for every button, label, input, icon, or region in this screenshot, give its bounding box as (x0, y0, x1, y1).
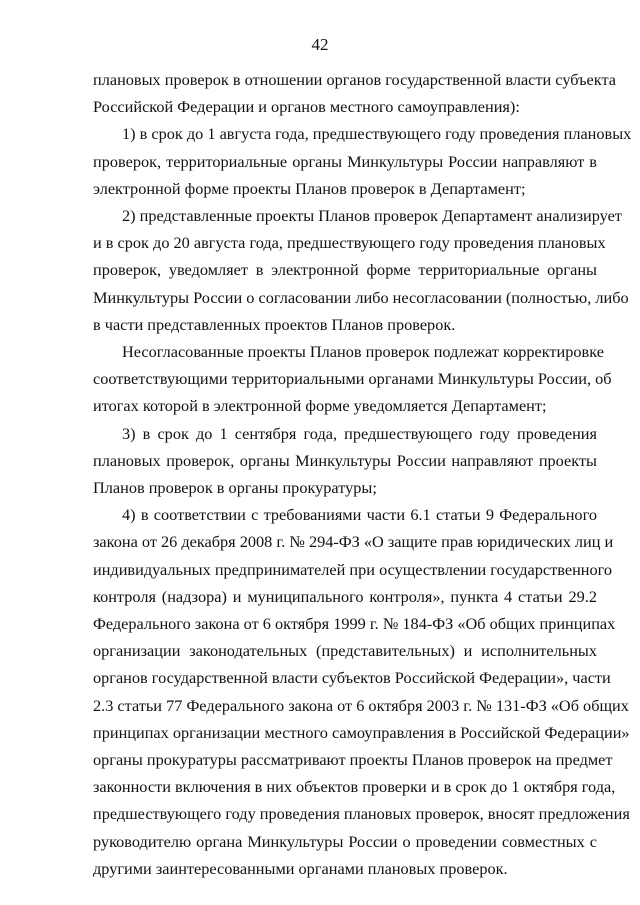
text-line: Российской Федерации и органов местного самоуправления): (93, 97, 520, 117)
text-line: предшествующего году проведения плановых проверок, вносят предложения (93, 804, 630, 824)
text-line: Федерального закона от 6 октября 1999 г. № 184-ФЗ «Об общих принципах (93, 614, 616, 634)
text-line: плановых проверок в отношении органов государственной власти субъекта (93, 70, 617, 89)
paragraph (93, 501, 630, 882)
paragraph (93, 120, 632, 202)
text-line: органов государственной власти субъектов Российской Федерации», части (93, 668, 611, 688)
text-line: 3) в срок до 1 сентября года, предшествующего году проведения (122, 423, 597, 443)
text-line: руководителю органа Минкультуры России о проведении совместных с (93, 831, 597, 851)
text-line: другими заинтересованными органами плановых проверок. (93, 858, 508, 878)
text-line: принципах организации местного самоуправления в Российской Федерации» (93, 722, 630, 742)
paragraph (93, 202, 629, 338)
text-line: 1) в срок до 1 августа года, предшествующего году проведения плановых (122, 124, 632, 144)
text-line: плановых проверок, органы Минкультуры России направляют проекты (93, 450, 597, 470)
text-line: 4) в соответствии с требованиями части 6.1 статьи 9 Федерального (122, 505, 597, 525)
text-line: индивидуальных предпринимателей при осуществлении государственного (93, 559, 613, 579)
text-line: Несогласованные проекты Планов проверок подлежат корректировке (122, 342, 604, 362)
text-line: и в срок до 20 августа года, предшествующего году проведения плановых (93, 233, 606, 253)
text-line: проверок, уведомляет в электронной форме территориальные органы (93, 260, 597, 280)
text-line: организации законодательных (представительных) и исполнительных (93, 641, 597, 661)
paragraph (93, 338, 612, 420)
document-body (93, 66, 632, 882)
text-line: Минкультуры России о согласовании либо несогласовании (полностью, либо (93, 287, 629, 307)
text-line: 2) представленные проекты Планов проверок Департамент анализирует (122, 206, 622, 226)
text-line: электронной форме проекты Планов проверок в Департамент; (93, 178, 526, 198)
paragraph (93, 420, 597, 502)
text-line: проверок, территориальные органы Минкультуры России направляют в (93, 151, 597, 171)
text-line: 2.3 статьи 77 Федерального закона от 6 октября 2003 г. № 131-ФЗ «Об общих (93, 695, 629, 715)
text-line: соответствующими территориальными органами Минкультуры России, об (93, 369, 612, 389)
text-line: законности включения в них объектов проверки и в срок до 1 октября года, (93, 777, 616, 797)
text-line: в части представленных проектов Планов проверок. (93, 314, 456, 334)
text-line: итогах которой в электронной форме уведомляется Департамент; (93, 396, 547, 416)
text-line: контроля (надзора) и муниципального контроля», пункта 4 статьи 29.2 (93, 586, 597, 606)
text-line: органы прокуратуры рассматривают проекты Планов проверок на предмет (93, 750, 613, 770)
text-line: закона от 26 декабря 2008 г. № 294-ФЗ «О защите прав юридических лиц и (93, 532, 614, 552)
paragraph (93, 66, 617, 120)
page-number: 42 (311, 35, 329, 54)
text-line: Планов проверок в органы прокуратуры; (93, 478, 377, 498)
